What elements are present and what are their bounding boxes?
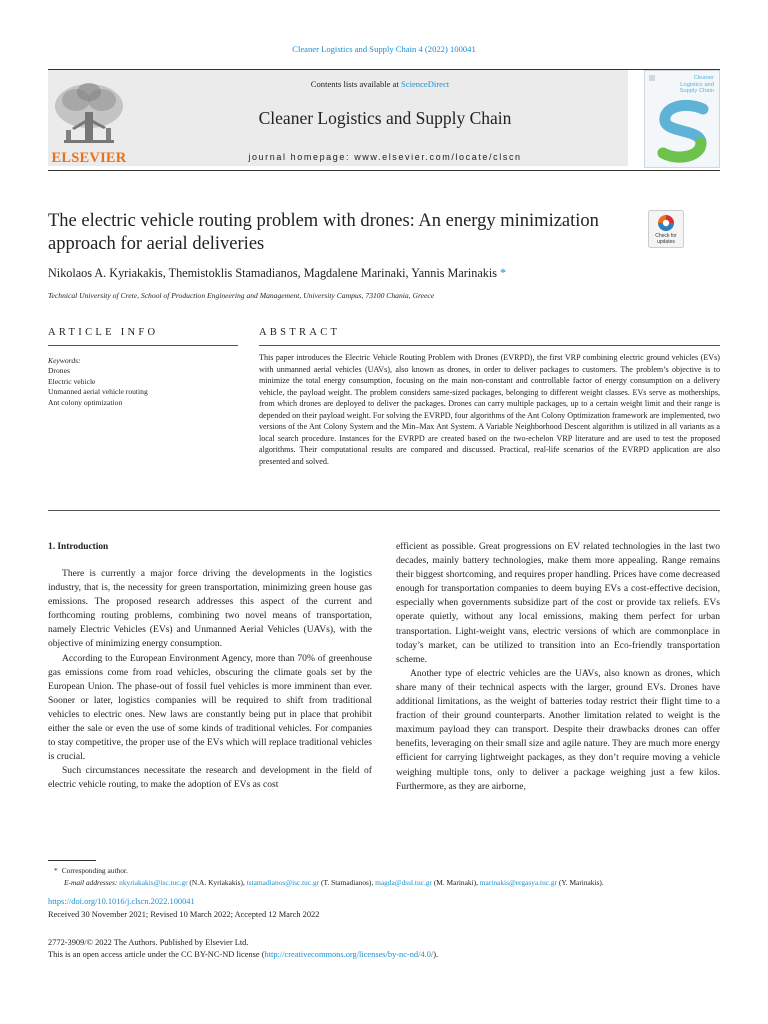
email-owner: (Y. Marinakis). — [557, 878, 604, 887]
authors-names: Nikolaos A. Kyriakakis, Themistoklis Stamadianos, Magdalene Marinaki, Yannis Marinakis — [48, 266, 497, 280]
email-owner: (M. Marinaki), — [431, 878, 480, 887]
homepage-prefix: journal homepage: — [248, 152, 355, 162]
header-bottom-rule — [48, 170, 720, 171]
body-paragraph: efficient as possible. Great progressions on EV related technologies in the last two decades, mainly battery technologies, make them more appealing. Range remains their biggest shortcoming, and requires proper handling. Prices have come decreased enough for transportation companies to deem buying EVs a cost-effective decision, especially when governments subsidize part of the cost or provide tax reliefs. EVs operate quietly, without any local emissions, making them perfect for urban transportation. Light-weight vans, electric versions of which are commonplace in today’s market, can be utilized to transition into an Eco-friendly transportation scheme. — [396, 541, 720, 665]
issn-copyright: 2772-3909/© 2022 The Authors. Published by Elsevier Ltd. — [48, 938, 249, 947]
body-paragraph: There is currently a major force driving the developments in the logistics industry, that is, the necessity for green transportation, minimizing green house gas emissions. The proposed research addresses this aspect of the current and forthcoming routing problems, combining two novel means of transportation, namely Electric Vehicles (EVs) and Unmanned Aerial Vehicles (UAVs), with the objective of minimizing energy consumption. — [48, 568, 372, 650]
body-paragraph: Such circumstances necessitate the research and development in the field of electric vehicle routing, to make the adoption of EVs as cost — [48, 765, 372, 791]
cover-title — [668, 75, 714, 95]
homepage-url-link[interactable]: www.elsevier.com/locate/clscn — [354, 152, 522, 162]
abstract-rule — [259, 345, 720, 346]
section-heading-introduction: 1. Introduction — [48, 542, 109, 552]
keywords-block — [48, 356, 238, 408]
body-paragraph: Another type of electric vehicles are the UAVs, also known as drones, which share many of their technical aspects with the larger, ground EVs. Drones have additional limitations, as the weight of batteries today restrict their flight time to a fraction of their ground counterparts. Another limitation related to weight is the maximum payload they can transport. Despite their drawbacks drones can offer benefits, leveraging on their small size and agile nature. They are much more energy efficient for carrying lightweight packages, as they don’t require moving a vehicle weighing multiple tons, only to deliver a package weighing just a few kilos. Furthermore, as they are airborne, — [396, 667, 720, 792]
crossmark-label — [648, 234, 684, 245]
keyword-item: Ant colony optimization — [48, 397, 123, 407]
article-info-rule — [48, 345, 238, 346]
license-statement — [48, 950, 728, 959]
body-column-right — [396, 540, 720, 794]
body-column-left — [48, 567, 372, 793]
email-link[interactable]: tstamadianos@isc.tuc.gr — [246, 878, 320, 887]
keyword-item: Electric vehicle — [48, 376, 96, 386]
sciencedirect-link[interactable]: ScienceDirect — [401, 79, 450, 89]
cover-publisher-mark — [649, 75, 655, 81]
corresponding-author-mark[interactable]: * — [500, 266, 507, 280]
journal-cover-image[interactable] — [644, 70, 720, 168]
header-top-rule — [48, 69, 720, 70]
crossmark-label-line: updates — [657, 238, 675, 245]
license-suffix: ). — [433, 950, 439, 959]
corresponding-author-footnote — [48, 866, 720, 875]
journal-reference-link[interactable]: Cleaner Logistics and Supply Chain 4 (2022) 100041 — [292, 44, 476, 54]
affiliation: Technical University of Crete, School of Production Engineering and Management, University Campus, 73100 Chania, Greece — [48, 291, 435, 300]
email-owner: (N.A. Kyriakakis), — [187, 878, 247, 887]
abstract-text: This paper introduces the Electric Vehicle Routing Problem with Drones (EVRPD), the first VRP combining electric ground vehicles (EVs) with unmanned aerial vehicles (UAVs), also known as drones, in order to deliver packages to customers. The problem’s objective is to minimize the total energy consumption, focusing on the main non-constant and controllable factor of energy consumption on a delivery vehicle, the payload weight. The problem considers same-sized packages, belonging to different weight classes. EVs serve as motherships, from which drones are deployed to deliver the packages. Drones can carry multiple packages, up to a certain weight limit and their range is depended on their payload weight. For solving the EVRPD, four algorithms of the Ant Colony Optimization framework are implemented, two versions of the Ant Colony System and the Min–Max Ant System. A Variable Neighborhood Descent algorithm is utilized in all variants as a local search procedure. Instances for the EVRPD are created based on the two-echelon VRP literature and are used to test the proposed algorithms. Their computational results are compared and discussed. Practical, real-life scenarios of the EVRPD application are also presented and solved. — [259, 353, 720, 466]
check-for-updates-badge[interactable] — [648, 210, 684, 248]
footnote-mark: * — [54, 866, 58, 875]
email-link[interactable]: marinakis@ergasya.tuc.gr — [479, 878, 558, 887]
journal-homepage — [140, 152, 630, 162]
keyword-item: Unmanned aerial vehicle routing — [48, 387, 148, 397]
body-paragraph: According to the European Environment Agency, more than 70% of greenhouse gas emissions come from road vehicles, obscuring the climate goals set by the European Union. The phase-out of fossil fuel vehicles is more imminent than ever. Sooner or later, logistics companies will be required to shift from traditional vehicles to electric ones. New laws are constantly being put in place that prohibit either the sale or even the use of some kinds of traditional vehicles. For companies to stay competitive, the proper use of the EVs which will replace traditional vehicles is crucial. — [48, 652, 372, 763]
crossmark-label-line: Check for — [655, 233, 677, 239]
cover-title-line: Logistics and — [680, 81, 714, 88]
abstract-bottom-rule — [48, 510, 720, 511]
email-link[interactable]: magda@dssl.tuc.gr — [375, 878, 432, 887]
doi-link[interactable]: https://doi.org/10.1016/j.clscn.2022.100041 — [48, 897, 195, 906]
contents-availability — [140, 79, 620, 89]
journal-name: Cleaner Logistics and Supply Chain — [258, 108, 512, 128]
footnote-rule — [48, 860, 96, 861]
keywords-label: Keywords: — [48, 356, 81, 365]
keyword-item: Drones — [48, 366, 70, 376]
received-dates: Received 30 November 2021; Revised 10 March 2022; Accepted 12 March 2022 — [48, 910, 320, 919]
email-footnote — [64, 878, 724, 887]
email-label: E-mail addresses: — [64, 878, 120, 887]
contents-prefix: Contents lists available at — [310, 79, 401, 89]
article-info-heading: ARTICLE INFO — [48, 327, 159, 338]
article-title: The electric vehicle routing problem with drones: An energy minimization approach for aerial deliveries — [48, 211, 599, 254]
cover-s-graphic — [655, 99, 713, 163]
abstract-heading: ABSTRACT — [259, 327, 341, 338]
author-list — [48, 266, 668, 281]
license-link[interactable]: http://creativecommons.org/licenses/by-nc-nd/4.0/ — [264, 950, 434, 959]
email-link[interactable]: nkyriakakis@isc.tuc.gr — [119, 878, 188, 887]
email-owner: (T. Stamadianos), — [319, 878, 376, 887]
cover-title-line: Supply Chain — [679, 88, 714, 95]
license-prefix: This is an open access article under the CC BY-NC-ND license ( — [48, 950, 265, 959]
cover-title-line: Cleaner — [693, 75, 714, 81]
elsevier-wordmark[interactable]: ELSEVIER — [51, 150, 127, 166]
footnote-text: Corresponding author. — [61, 866, 128, 875]
